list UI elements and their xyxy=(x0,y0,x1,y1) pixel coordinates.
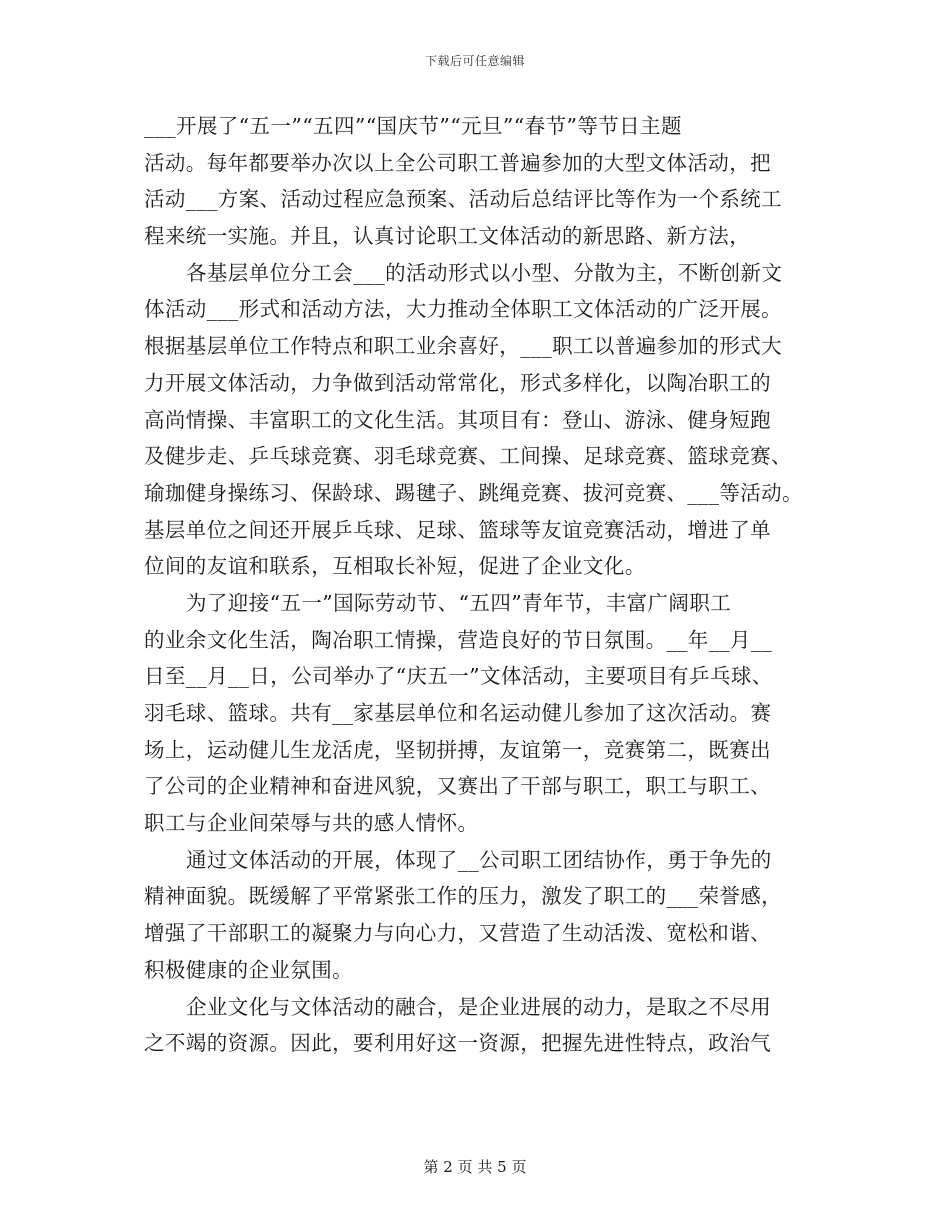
text-line: 体活动___形式和活动方法，大力推动全体职工文体活动的广泛开展。 xyxy=(144,297,783,322)
text-line: 场上，运动健儿生龙活虎，坚韧拼搏，友谊第一，竞赛第二，既赛出 xyxy=(144,737,771,762)
text-line: 日至__月__日，公司举办了“庆五一”文体活动，主要项目有乒乓球、 xyxy=(144,664,773,689)
text-line: 通过文体活动的开展，体现了__公司职工团结协作，勇于争先的 xyxy=(186,847,772,872)
text-line: 力开展文体活动，力争做到活动常常化，形式多样化，以陶冶职工的 xyxy=(144,370,771,395)
text-line: 位间的友谊和联系，互相取长补短，促进了企业文化。 xyxy=(144,554,646,579)
text-line: 职工与企业间荣辱与共的感人情怀。 xyxy=(144,811,479,836)
text-line: 企业文化与文体活动的融合，是企业进展的动力，是取之不尽用 xyxy=(186,994,772,1019)
text-line: 活动___方案、活动过程应急预案、活动后总结评比等作为一个系统工 xyxy=(144,187,783,212)
text-line: 羽毛球、篮球。共有__家基层单位和名运动健儿参加了这次活动。赛 xyxy=(144,701,772,725)
text-line: 增强了干部职工的凝聚力与向心力，又营造了生动活泼、宽松和谐、 xyxy=(144,921,771,946)
text-line: 及健步走、乒乓球竞赛、羽毛球竞赛、工间操、足球竞赛、篮球竞赛、 xyxy=(144,444,792,469)
text-line: 了公司的企业精神和奋进风貌，又赛出了干部与职工，职工与职工、 xyxy=(144,774,771,799)
text-line: 各基层单位分工会___的活动形式以小型、分散为主，不断创新文 xyxy=(186,260,783,285)
text-line: 为了迎接“五一”国际劳动节、“五四”青年节，丰富广阔职工 xyxy=(186,590,732,615)
text-line: 精神面貌。既缓解了平常紧张工作的压力，激发了职工的___荣誉感， xyxy=(144,884,783,909)
document-body xyxy=(144,108,812,1062)
page-header: 下载后可任意编辑 xyxy=(424,54,525,68)
text-line: 根据基层单位工作特点和职工业余喜好，___职工以普遍参加的形式大 xyxy=(144,334,783,359)
text-line: 积极健康的企业氛围。 xyxy=(144,957,353,982)
text-line: 高尚情操、丰富职工的文化生活。其项目有：登山、游泳、健身短跑 xyxy=(144,407,771,432)
text-line: 的业余文化生活，陶冶职工情操，营造良好的节日氛围。__年__月__ xyxy=(144,627,773,652)
page-footer: 第 2 页 共 5 页 xyxy=(423,1158,527,1176)
text-line: ___开展了“五一”“五四”“国庆节”“元旦”“春节”等节日主题 xyxy=(144,114,682,138)
text-line: 基层单位之间还开展乒乓球、足球、篮球等友谊竞赛活动，增进了单 xyxy=(144,517,771,542)
text-line: 活动。每年都要举办次以上全公司职工普遍参加的大型文体活动，把 xyxy=(144,150,771,175)
text-line: 程来统一实施。并且，认真讨论职工文体活动的新思路、新方法， xyxy=(144,224,751,249)
text-line: 之不竭的资源。因此，要利用好这一资源，把握先进性特点，政治气 xyxy=(144,1031,771,1056)
text-line: 瑜珈健身操练习、保龄球、踢毽子、跳绳竞赛、拔河竞赛、___等活动。 xyxy=(144,480,803,505)
